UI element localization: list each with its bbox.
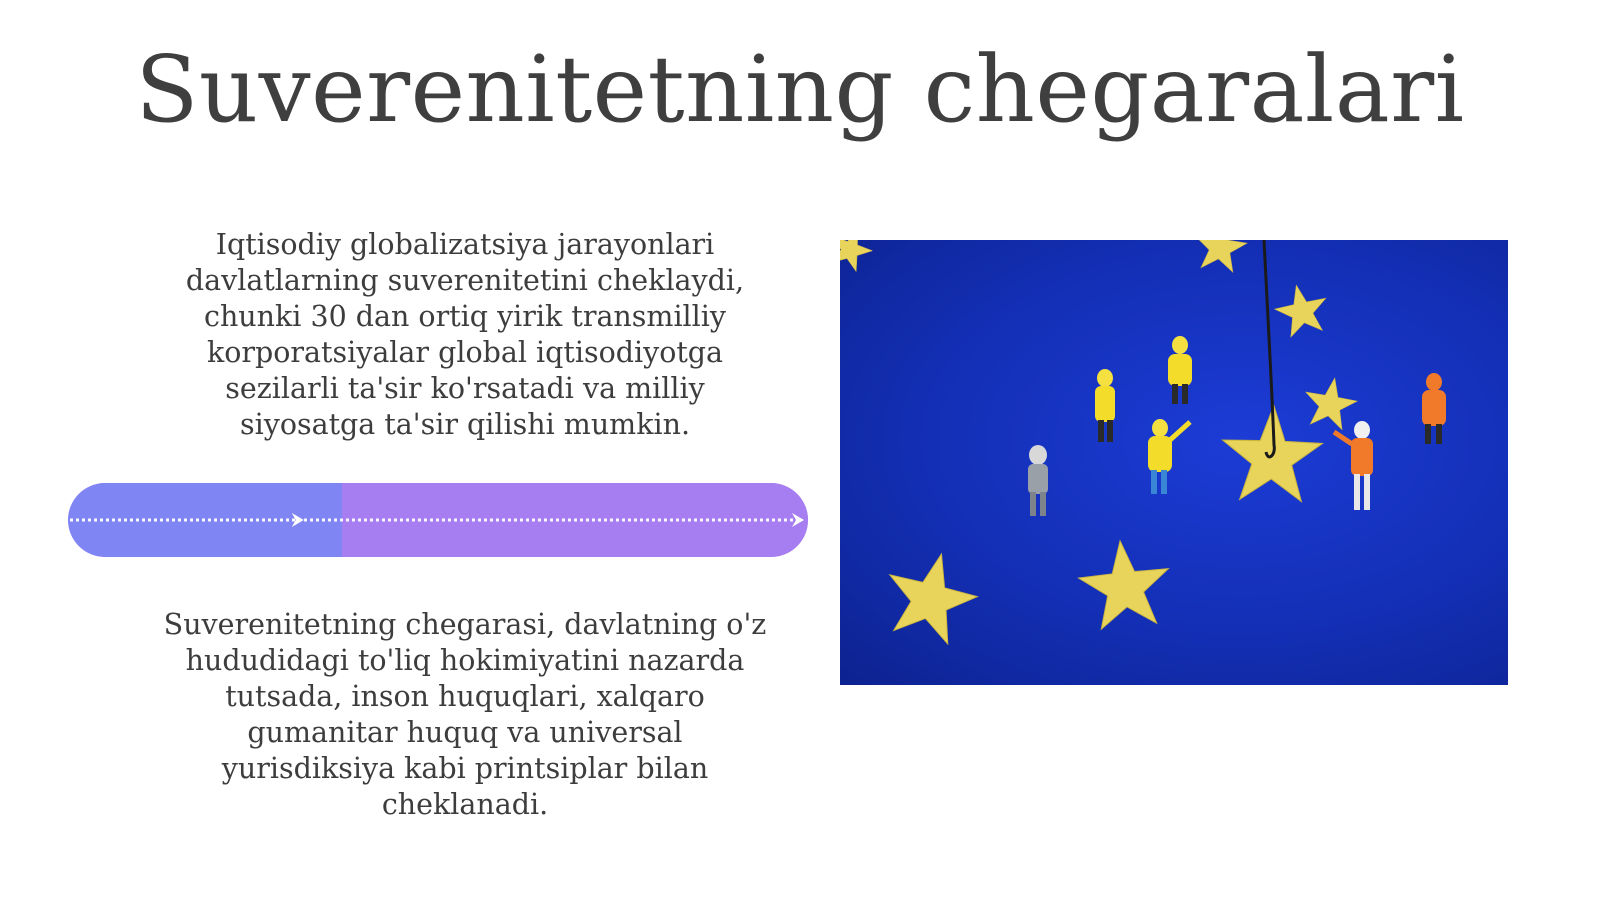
text-line: siyosatga ta'sir qilishi mumkin. — [239, 408, 691, 441]
text-line: Iqtisodiy globalizatsiya jarayonlari — [215, 228, 715, 261]
text-line: korporatsiyalar global iqtisodiyotga — [206, 336, 724, 369]
photo-illustration — [840, 240, 1508, 685]
paragraph-bottom — [150, 607, 780, 823]
star-icon — [1300, 373, 1360, 431]
text-line: gumanitar huquq va universal — [247, 716, 683, 749]
arrow-right-icon — [792, 513, 804, 527]
figurine-icon — [1028, 445, 1048, 516]
star-icon — [1271, 280, 1333, 340]
text-line: davlatlarning suverenitetini cheklaydi, — [185, 264, 745, 297]
figurine-icon — [1334, 421, 1373, 510]
text-line: tutsada, inson huquqlari, xalqaro — [225, 680, 705, 713]
star-icon — [877, 543, 986, 648]
slide-title: Suverenitetning chegaralari — [135, 36, 1465, 143]
figurine-icon — [1095, 369, 1115, 442]
star-icon — [1075, 536, 1174, 631]
star-icon — [840, 240, 878, 274]
text-line: cheklanadi. — [381, 788, 549, 821]
text-line: yurisdiksiya kabi printsiplar bilan — [221, 752, 709, 785]
figurine-icon — [1422, 373, 1446, 444]
text-line: sezilarli ta'sir ko'rsatadi va milliy — [225, 372, 705, 405]
figurine-icon — [1168, 336, 1192, 404]
paragraph-top — [150, 227, 780, 443]
text-line: chunki 30 dan ortiq yirik transmilliy — [203, 300, 727, 333]
timeline-dotted-line — [68, 483, 808, 557]
text-line: Suverenitetning chegarasi, davlatning o'z — [163, 608, 767, 641]
star-icon — [1191, 240, 1250, 274]
eu-stars-photo — [840, 240, 1508, 685]
text-line: hududidagi to'liq hokimiyatini nazarda — [185, 644, 745, 677]
figurine-icon — [1148, 419, 1190, 494]
timeline-bar — [68, 483, 808, 557]
